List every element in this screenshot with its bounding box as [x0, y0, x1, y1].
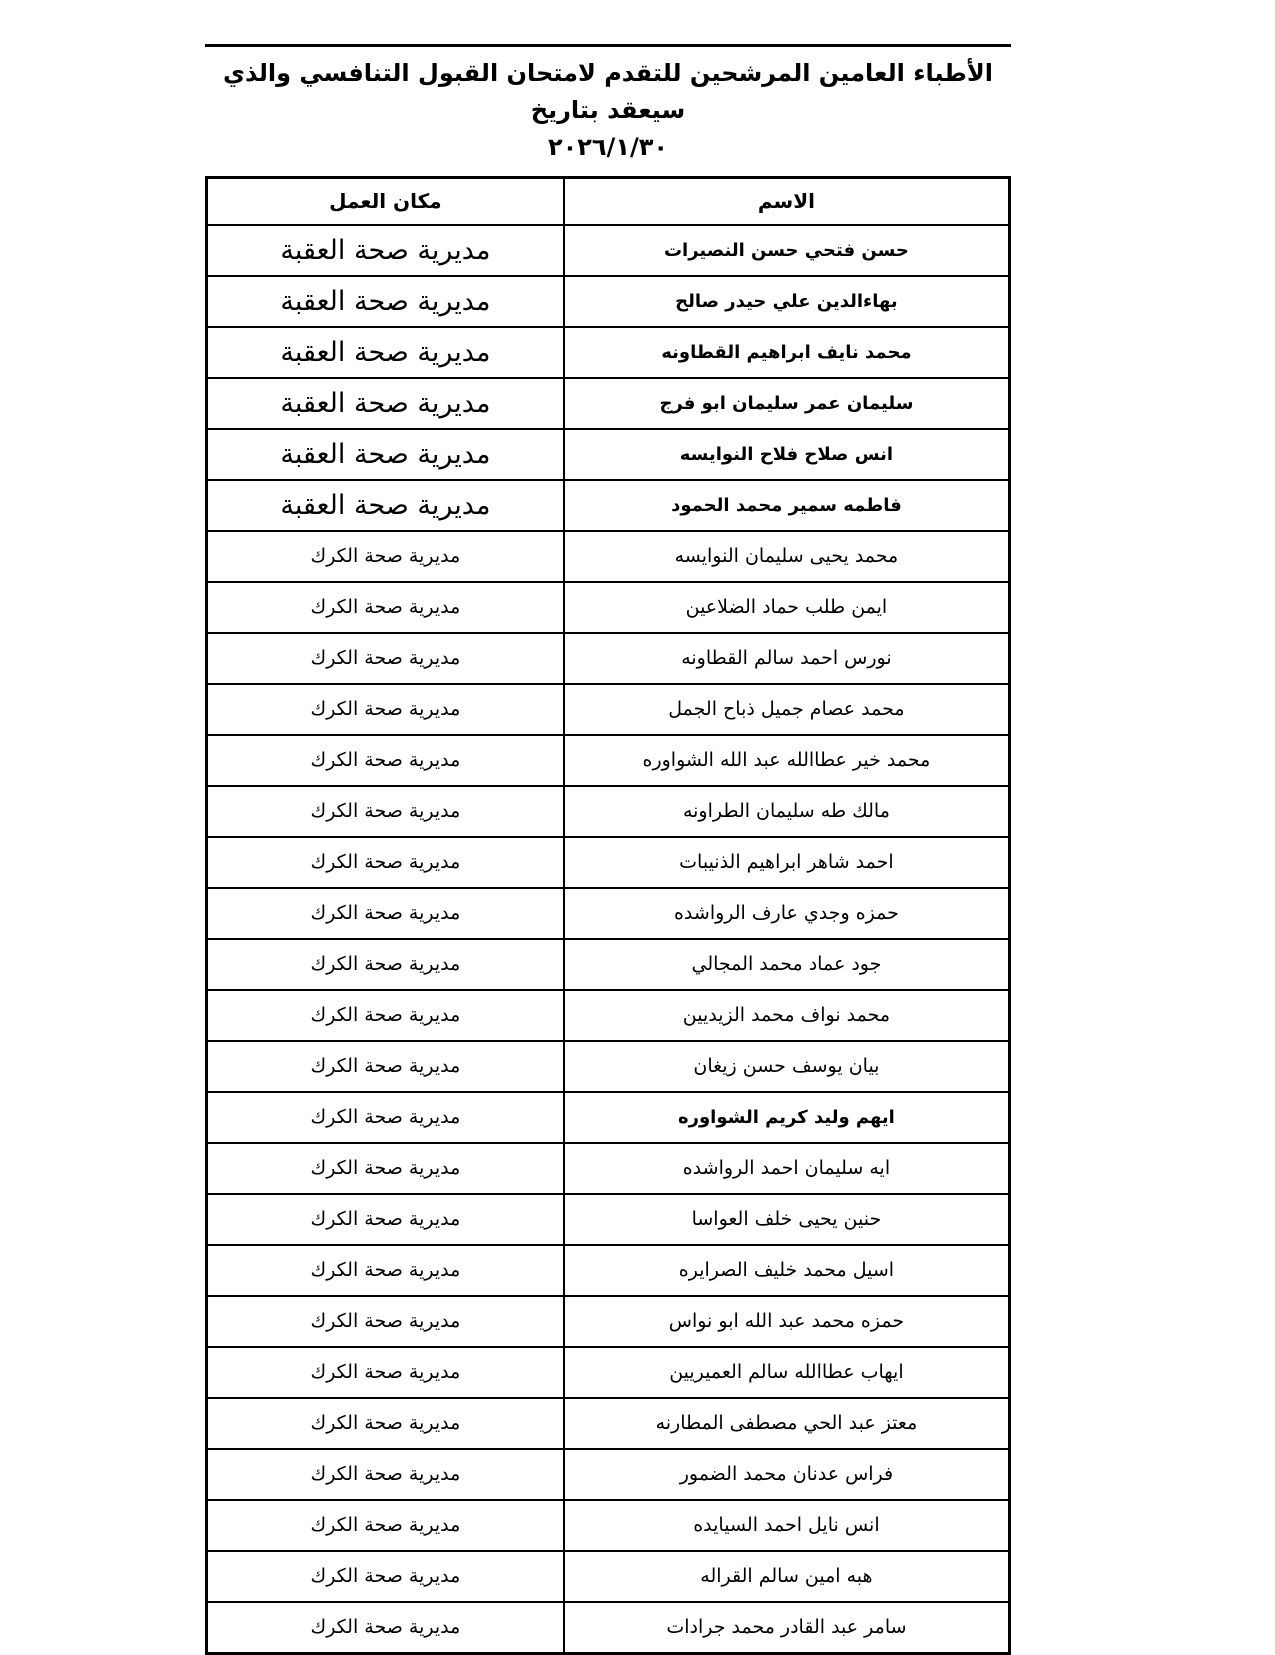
workplace: مديرية صحة العقبة	[207, 327, 564, 378]
doctor-name: محمد يحيى سليمان النوايسه	[564, 531, 1010, 582]
table-row	[207, 378, 1010, 429]
doctor-name: ايهم وليد كريم الشواوره	[564, 1092, 1010, 1143]
table-row	[207, 1551, 1010, 1602]
doctor-name: محمد عصام جميل ذباح الجمل	[564, 684, 1010, 735]
table-row	[207, 1245, 1010, 1296]
table-row	[207, 480, 1010, 531]
doctor-name: فراس عدنان محمد الضمور	[564, 1449, 1010, 1500]
table-row	[207, 1092, 1010, 1143]
workplace: مديرية صحة الكرك	[207, 1449, 564, 1500]
table-row	[207, 1449, 1010, 1500]
table-row	[207, 633, 1010, 684]
workplace: مديرية صحة الكرك	[207, 1602, 564, 1654]
table-row	[207, 531, 1010, 582]
column-header-workplace: مكان العمل	[207, 177, 564, 225]
doctor-name: هبه امين سالم القراله	[564, 1551, 1010, 1602]
doctor-name: مالك طه سليمان الطراونه	[564, 786, 1010, 837]
table-header-row	[207, 177, 1010, 225]
doctor-name: فاطمه سمير محمد الحمود	[564, 480, 1010, 531]
workplace: مديرية صحة العقبة	[207, 378, 564, 429]
page-title-text: الأطباء العامين المرشحين للتقدم لامتحان القبول التنافسي والذي سيعقد بتاريخ	[223, 59, 993, 125]
doctor-name: ايهاب عطاالله سالم العميريين	[564, 1347, 1010, 1398]
doctor-name: احمد شاهر ابراهيم الذنيبات	[564, 837, 1010, 888]
top-divider-rule	[205, 44, 1011, 47]
workplace: مديرية صحة الكرك	[207, 1551, 564, 1602]
workplace: مديرية صحة الكرك	[207, 837, 564, 888]
table-row	[207, 225, 1010, 276]
table-row	[207, 837, 1010, 888]
table-body	[207, 225, 1010, 1654]
table-row	[207, 1602, 1010, 1654]
workplace: مديرية صحة الكرك	[207, 1092, 564, 1143]
doctor-name: ايه سليمان احمد الرواشده	[564, 1143, 1010, 1194]
workplace: مديرية صحة الكرك	[207, 1041, 564, 1092]
table-row	[207, 939, 1010, 990]
workplace: مديرية صحة العقبة	[207, 276, 564, 327]
doctor-name: حمزه وجدي عارف الرواشده	[564, 888, 1010, 939]
workplace: مديرية صحة الكرك	[207, 1500, 564, 1551]
workplace: مديرية صحة الكرك	[207, 1398, 564, 1449]
workplace: مديرية صحة الكرك	[207, 786, 564, 837]
doctor-name: بهاءالدين علي حيدر صالح	[564, 276, 1010, 327]
workplace: مديرية صحة الكرك	[207, 1143, 564, 1194]
table-row	[207, 1041, 1010, 1092]
workplace: مديرية صحة الكرك	[207, 1245, 564, 1296]
workplace: مديرية صحة الكرك	[207, 1347, 564, 1398]
doctor-name: محمد خير عطاالله عبد الله الشواوره	[564, 735, 1010, 786]
doctor-name: محمد نايف ابراهيم القطاونه	[564, 327, 1010, 378]
doctor-name: بيان يوسف حسن زيغان	[564, 1041, 1010, 1092]
workplace: مديرية صحة الكرك	[207, 1296, 564, 1347]
doctor-name: جود عماد محمد المجالي	[564, 939, 1010, 990]
table-row	[207, 1296, 1010, 1347]
doctors-table	[205, 176, 1011, 1655]
doctor-name: سامر عبد القادر محمد جرادات	[564, 1602, 1010, 1654]
doctor-name: انس صلاح فلاح النوايسه	[564, 429, 1010, 480]
doctor-name: اسيل محمد خليف الصرايره	[564, 1245, 1010, 1296]
column-header-name: الاسم	[564, 177, 1010, 225]
exam-date: ٢٠٢٦/١/٣٠	[547, 133, 669, 162]
table-row	[207, 1347, 1010, 1398]
doctor-name: نورس احمد سالم القطاونه	[564, 633, 1010, 684]
table-row	[207, 1194, 1010, 1245]
table-row	[207, 276, 1010, 327]
table-row	[207, 684, 1010, 735]
table-row	[207, 990, 1010, 1041]
workplace: مديرية صحة الكرك	[207, 735, 564, 786]
workplace: مديرية صحة العقبة	[207, 480, 564, 531]
workplace: مديرية صحة الكرك	[207, 939, 564, 990]
table-row	[207, 327, 1010, 378]
workplace: مديرية صحة العقبة	[207, 225, 564, 276]
table-row	[207, 429, 1010, 480]
doctor-name: سليمان عمر سليمان ابو فرج	[564, 378, 1010, 429]
doctor-name: معتز عبد الحي مصطفى المطارنه	[564, 1398, 1010, 1449]
page-title	[205, 55, 1011, 167]
doctor-name: حسن فتحي حسن النصيرات	[564, 225, 1010, 276]
table-row	[207, 1398, 1010, 1449]
doctor-name: انس نايل احمد السيايده	[564, 1500, 1010, 1551]
table-row	[207, 888, 1010, 939]
doctor-name: ايمن طلب حماد الضلاعين	[564, 582, 1010, 633]
workplace: مديرية صحة الكرك	[207, 531, 564, 582]
workplace: مديرية صحة الكرك	[207, 990, 564, 1041]
workplace: مديرية صحة الكرك	[207, 888, 564, 939]
doctor-name: محمد نواف محمد الزيديين	[564, 990, 1010, 1041]
table-row	[207, 1500, 1010, 1551]
table-row	[207, 786, 1010, 837]
table-row	[207, 735, 1010, 786]
workplace: مديرية صحة الكرك	[207, 1194, 564, 1245]
table-row	[207, 582, 1010, 633]
workplace: مديرية صحة العقبة	[207, 429, 564, 480]
doctor-name: حمزه محمد عبد الله ابو نواس	[564, 1296, 1010, 1347]
workplace: مديرية صحة الكرك	[207, 582, 564, 633]
table-row	[207, 1143, 1010, 1194]
workplace: مديرية صحة الكرك	[207, 684, 564, 735]
document-content	[205, 44, 1011, 1655]
workplace: مديرية صحة الكرك	[207, 633, 564, 684]
doctor-name: حنين يحيى خلف العواسا	[564, 1194, 1010, 1245]
